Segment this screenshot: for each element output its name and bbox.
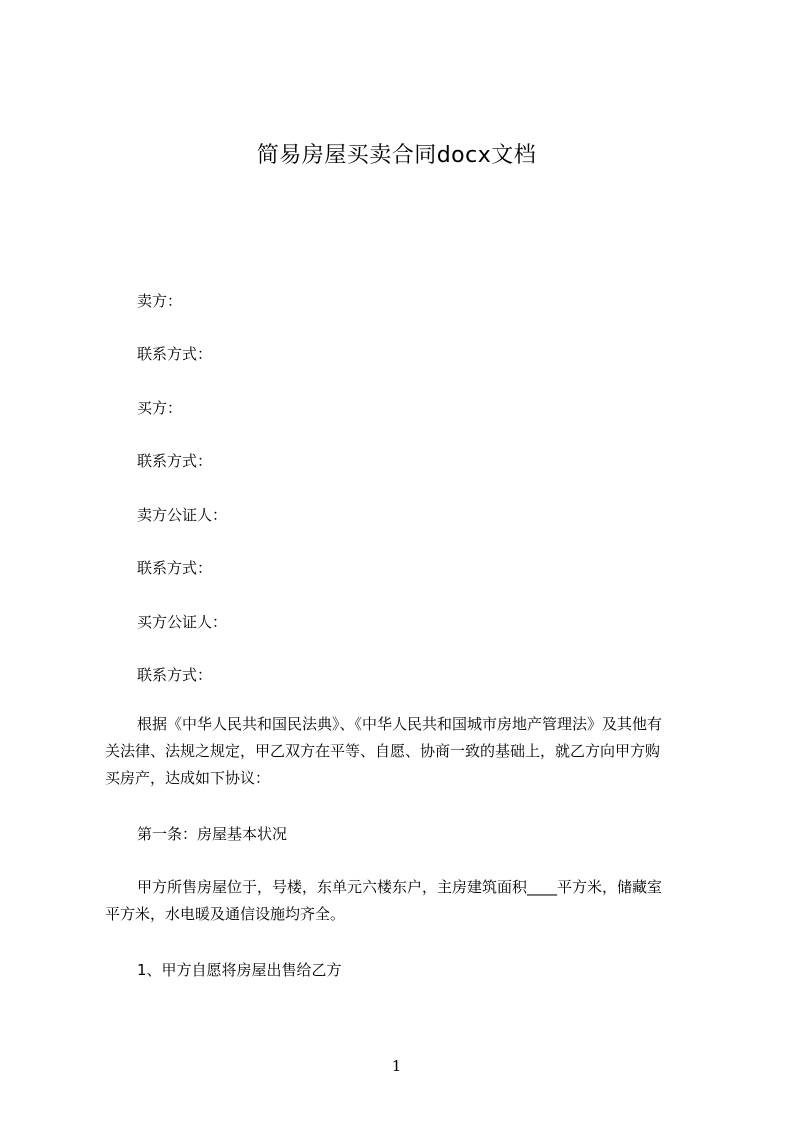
seller-contact-label: 联系方式：	[137, 345, 213, 363]
buyer-label: 买方：	[137, 399, 183, 417]
page-number: 1	[391, 1057, 402, 1075]
seller-label: 卖方：	[137, 292, 183, 310]
article1-body-line: 甲方所售房屋位于，号楼，东单元六楼东户，主房建筑面积____平方米，储藏室	[137, 878, 663, 896]
clause-1: 1、甲方自愿将房屋出售给乙方	[137, 961, 342, 979]
buyer-contact-label: 联系方式：	[137, 452, 213, 470]
buyer-notary-contact-label: 联系方式：	[137, 666, 213, 684]
preamble-line: 买房产，达成如下协议：	[105, 769, 271, 787]
buyer-notary-label: 买方公证人：	[137, 613, 228, 631]
article1-heading: 第一条：房屋基本状况	[137, 825, 288, 843]
article1-body	[105, 874, 701, 928]
document-title: 简易房屋买卖合同docx文档	[256, 143, 537, 168]
preamble-paragraph	[105, 711, 701, 792]
preamble-line: 根据《中华人民共和国民法典》、《中华人民共和国城市房地产管理法》及其他有	[137, 715, 663, 733]
seller-notary-contact-label: 联系方式：	[137, 559, 213, 577]
preamble-line: 关法律、法规之规定，甲乙双方在平等、自愿、协商一致的基础上，就乙方向甲方购	[105, 742, 661, 760]
article1-body-line: 平方米，水电暖及通信设施均齐全。	[105, 905, 346, 923]
seller-notary-label: 卖方公证人：	[137, 506, 228, 524]
